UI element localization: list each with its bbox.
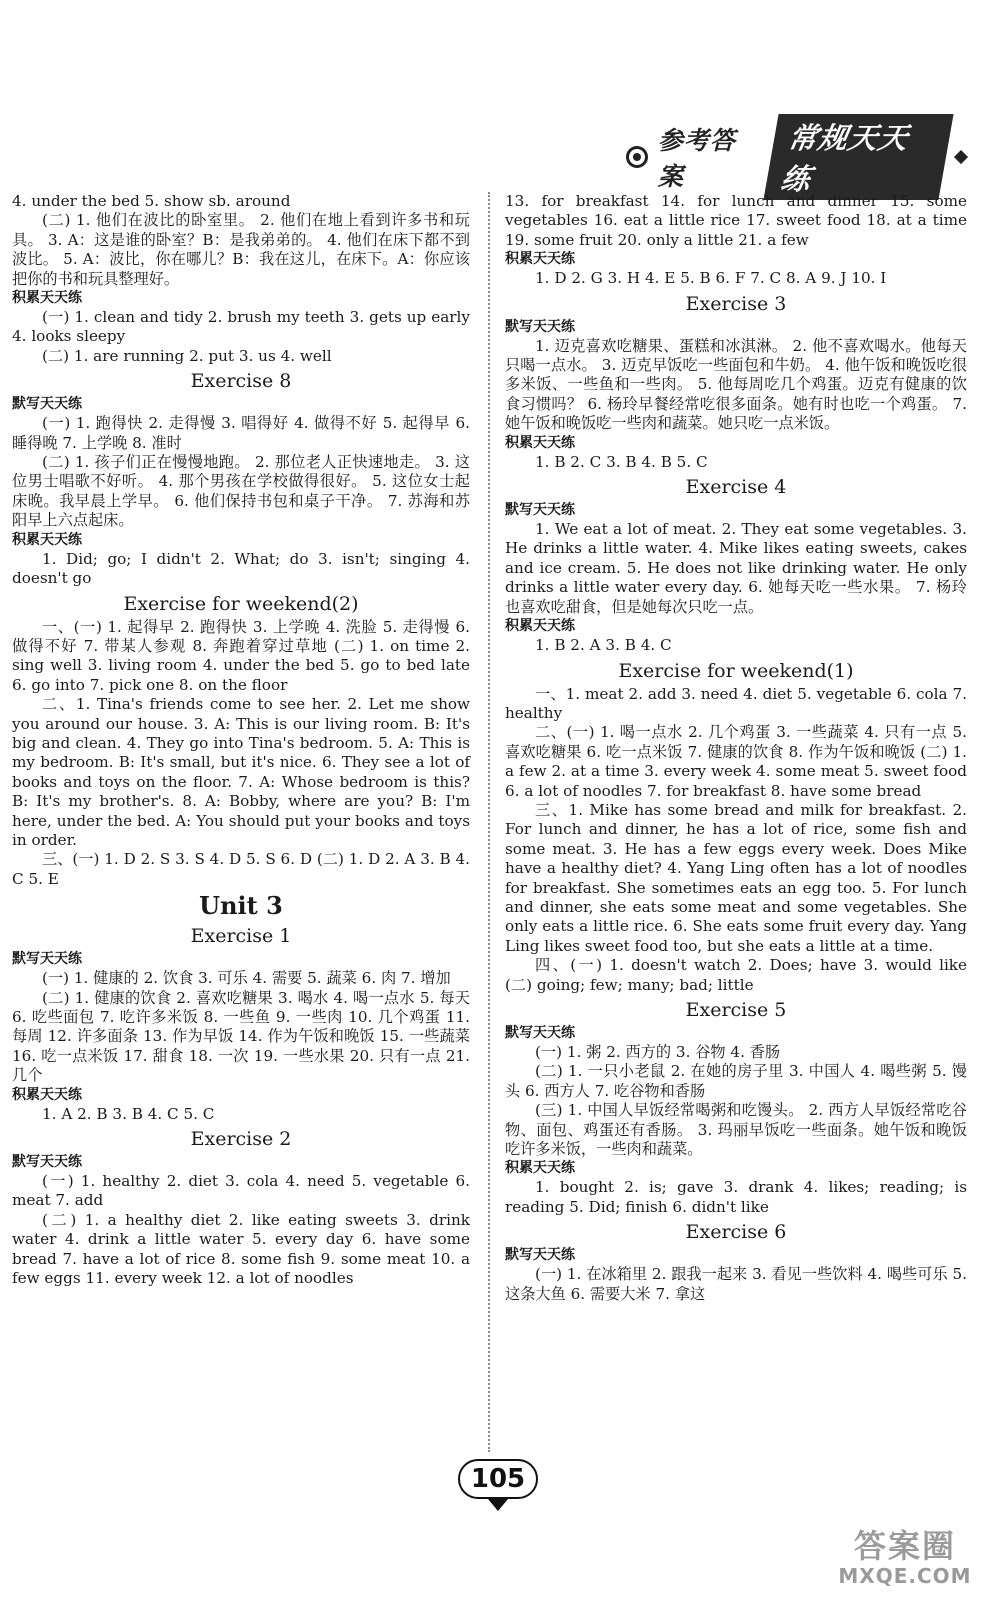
exercise-title: Exercise 4 (685, 476, 787, 499)
section-heading: 积累天天练 (505, 1160, 575, 1177)
section-heading: 积累天天练 (505, 618, 575, 635)
section-heading: 默写天天练 (12, 1154, 82, 1171)
answer-paragraph: 一、(一) 1. 起得早 2. 跑得快 3. 上学晚 4. 洗脸 5. 走得慢 6. 做得不好 7. 带某人参观 8. 奔跑着穿过草地 (二) 1. on time 2. sing well 3. living room 4. under the bed 5. go to bed late 6. go into 7. pick one 8. on the floor (12, 617, 470, 694)
answer-paragraph: 1. B 2. A 3. B 4. C (535, 636, 672, 655)
banner-label: 参考答案 (657, 126, 736, 191)
answer-paragraph: 1. D 2. G 3. H 4. E 5. B 6. F 7. C 8. A 9. J 10. I (535, 269, 887, 288)
answer-paragraph: (一) 1. clean and tidy 2. brush my teeth 3. gets up early 4. looks sleepy (12, 308, 470, 346)
banner-circle-icon (626, 146, 648, 168)
section-heading: 默写天天练 (505, 1247, 575, 1264)
answer-paragraph: (一) 1. 跑得快 2. 走得慢 3. 唱得好 4. 做得不好 5. 起得早 6. 睡得晚 7. 上学晚 8. 准时 (12, 414, 470, 452)
page-number: 105 (470, 1464, 526, 1494)
exercise-title: Exercise 8 (190, 370, 292, 393)
answer-paragraph: 三、1. Mike has some bread and milk for breakfast. 2. For lunch and dinner, he has a lot of rice, some fish and some meat. 3. He has a few eggs every week. Does Mike have a healthy diet? 4. Yang Ling often has a lot of noodles for breakfast. She sometimes eats an egg too. 5. For lunch and dinner, she eats some meat and some vegetables. She only eats a little rice. 6. She eats some fruit every day. Yang Ling likes sweet food too, but she eats a little at a time. (505, 800, 967, 955)
answer-paragraph: 1. bought 2. is; gave 3. drank 4. likes; reading; is reading 5. Did; finish 6. didn't like (505, 1178, 967, 1216)
banner-series-title: 常规天天练 (764, 114, 954, 200)
exercise-title: Exercise for weekend(1) (618, 659, 854, 682)
answer-paragraph: (一) 1. 在冰箱里 2. 跟我一起来 3. 看见一些饮料 4. 喝些可乐 5. 这条大鱼 6. 需要大米 7. 拿这 (505, 1265, 967, 1303)
answer-paragraph: 三、(一) 1. D 2. S 3. S 4. D 5. S 6. D (二) 1. D 2. A 3. B 4. C 5. E (12, 850, 470, 888)
answer-paragraph: 1. Did; go; I didn't 2. What; do 3. isn't; singing 4. doesn't go (12, 549, 470, 588)
section-heading: 默写天天练 (12, 951, 82, 968)
answer-paragraph: (二) 1. 孩子们正在慢慢地跑。 2. 那位老人正快速地走。 3. 这位男士唱歌不好听。 4. 那个男孩在学校做得很好。 5. 这位女士起床晚。我早晨上学早。 6. 他们保持书包和桌子干净。 7. 苏海和苏阳早上六点起床。 (12, 453, 470, 530)
answer-paragraph: (二) 1. a healthy diet 2. like eating sweets 3. drink water 4. drink a little water 5. every day 6. have some bread 7. have a lot of rice 8. some fish 9. some meat 10. a few eggs 11. every week 12. a lot of noodles (12, 1210, 470, 1288)
answer-paragraph: 一、1. meat 2. add 3. need 4. diet 5. vegetable 6. cola 7. healthy (505, 684, 967, 722)
page-number-badge (450, 1455, 546, 1503)
answer-paragraph: (二) 1. 健康的饮食 2. 喜欢吃糖果 3. 喝水 4. 喝一点水 5. 每天 6. 吃些面包 7. 吃许多米饭 8. 一些鱼 9. 一些肉 10. 几个鸡蛋 11. 每周 12. 许多面条 13. 作为早饭 14. 作为午饭和晚饭 15. 一些蔬菜 16. 吃一点米饭 17. 甜食 18. 一次 19. 一些水果 20. 只有一点 21. 几个 (12, 988, 470, 1085)
section-heading: 积累天天练 (12, 290, 82, 307)
watermark-logo (830, 1528, 980, 1590)
answer-paragraph: 四、(一) 1. doesn't watch 2. Does; have 3. would like (二) going; few; many; bad; little (505, 956, 967, 994)
right-column (505, 192, 967, 1304)
answer-paragraph: 1. 迈克喜欢吃糖果、蛋糕和冰淇淋。 2. 他不喜欢喝水。他每天只喝一点水。 3. 迈克早饭吃一些面包和牛奶。 4. 他午饭和晚饭吃很多米饭、一些鱼和一些肉。 5. 他每周吃几个鸡蛋。迈克有健康的饮食习惯吗？ 6. 杨玲早餐经常吃很多面条。她有时也吃一个鸡蛋。 7. 她午饭和晚饭吃一些肉和蔬菜。她只吃一点米饭。 (505, 336, 967, 433)
section-heading: 积累天天练 (505, 251, 575, 268)
answer-paragraph: (一) 1. 粥 2. 西方的 3. 谷物 4. 香肠 (535, 1043, 781, 1061)
answer-paragraph: (一) 1. healthy 2. diet 3. cola 4. need 5. vegetable 6. meat 7. add (12, 1172, 470, 1210)
exercise-title: Exercise 6 (685, 1221, 787, 1244)
answer-key-banner (626, 121, 966, 196)
exercise-title: Exercise for weekend(2) (123, 592, 359, 615)
exercise-title: Exercise 3 (685, 292, 787, 315)
answer-paragraph: (二) 1. are running 2. put 3. us 4. well (42, 346, 332, 365)
exercise-title: Exercise 2 (190, 1128, 292, 1151)
answer-paragraph: (一) 1. 健康的 2. 饮食 3. 可乐 4. 需要 5. 蔬菜 6. 肉 7. 增加 (42, 969, 451, 988)
answer-paragraph: 二、(一) 1. 喝一点水 2. 几个鸡蛋 3. 一些蔬菜 4. 只有一点 5. 喜欢吃糖果 6. 吃一点米饭 7. 健康的饮食 8. 作为午饭和晚饭 (二) 1. a few 2. at a time 3. every week 4. some meat 5. sweet food 6. a lot of noodles 7. for breakfast 8. have some bread (505, 723, 967, 800)
answer-paragraph: 1. B 2. C 3. B 4. B 5. C (535, 452, 708, 471)
banner-diamond-icon (954, 150, 968, 164)
watermark-line2: MXQE.COM (838, 1564, 972, 1588)
unit-title: Unit 3 (199, 891, 283, 921)
section-heading: 默写天天练 (505, 502, 575, 519)
answer-paragraph: (三) 1. 中国人早饭经常喝粥和吃馒头。 2. 西方人早饭经常吃谷物、面包、鸡蛋还有香肠。 3. 玛丽早饭吃一些面条。她午饭和晚饭吃许多米饭，一些肉和蔬菜。 (505, 1101, 967, 1159)
left-column (12, 192, 470, 1288)
exercise-title: Exercise 1 (190, 925, 292, 948)
section-heading: 默写天天练 (505, 318, 575, 335)
section-heading: 积累天天练 (12, 531, 82, 548)
section-heading: 默写天天练 (12, 396, 82, 413)
watermark-line1: 答案圈 (853, 1527, 956, 1565)
answer-paragraph: (二) 1. 一只小老鼠 2. 在她的房子里 3. 中国人 4. 喝些粥 5. 馒头 6. 西方人 7. 吃谷物和香肠 (505, 1062, 967, 1100)
answer-paragraph: 二、1. Tina's friends come to see her. 2. Let me show you around our house. 3. A: This is our living room. B: It's big and clean. 4. They go into Tina's bedroom. 5. A: This is my bedroom. B: It's small, but it's nice. 6. They see a lot of books and toys on the floor. 7. A: Whose bedroom is this? B: It's my brother's. 8. A: Bobby, where are you? B: I'm here, under the bed. A: You should put your books and toys in order. (12, 695, 470, 849)
column-divider (488, 192, 490, 1452)
exercise-title: Exercise 5 (685, 999, 787, 1021)
answer-paragraph: 1. We eat a lot of meat. 2. They eat some vegetables. 3. He drinks a little water. 4. Mike likes eating sweets, cakes and ice cream. 5. He does not like drinking water. He only drinks a little water every day. 6. 她每天吃一些水果。 7. 杨玲也喜欢吃甜食，但是她每次只吃一点。 (505, 520, 967, 616)
section-heading: 积累天天练 (12, 1086, 82, 1103)
section-heading: 积累天天练 (505, 434, 575, 451)
section-heading: 默写天天练 (505, 1025, 575, 1041)
answer-paragraph: 1. A 2. B 3. B 4. C 5. C (42, 1104, 215, 1123)
answer-paragraph: 13. for breakfast 14. for lunch and dinner 15. some vegetables 16. eat a little rice 17. sweet food 18. at a time 19. some fruit 20. only a little 21. a few (505, 192, 967, 249)
answer-paragraph: (二) 1. 他们在波比的卧室里。 2. 他们在地上看到许多书和玩具。 3. A：这是谁的卧室？B：是我弟弟的。 4. 他们在床下都不到波比。 5. A：波比，你在哪儿？B：我在这儿，在床下。A：你应该把你的书和玩具整理好。 (12, 211, 470, 288)
answer-paragraph: 4. under the bed 5. show sb. around (12, 192, 291, 210)
